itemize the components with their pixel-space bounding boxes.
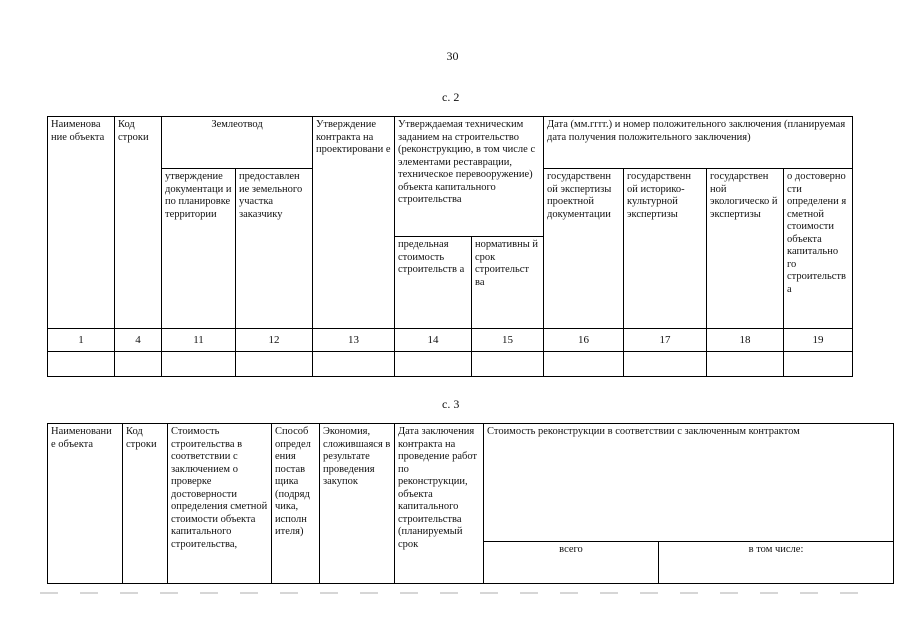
section-3-label: с. 3 [442,397,460,411]
column-number: 12 [236,329,313,352]
header-planning-docs: утверждение документаци и по планировке территории [162,169,236,329]
header-contract-date: Дата заключения контракта на проведение работ по реконструкции, объекта капитального строительства (планируемый срок [395,424,484,584]
scan-artifact-line [40,592,870,594]
empty-cell [115,352,162,377]
empty-cell [313,352,395,377]
header-conclusion-date: Дата (мм.гггг.) и номер положительного заключения (планируемая дата получения положительного заключения) [544,117,853,169]
header-cost-limit: предельная стоимость строительств а [395,237,472,329]
empty-cell [784,352,853,377]
column-number: 19 [784,329,853,352]
column-number: 17 [624,329,707,352]
section-2-label: с. 2 [442,90,460,104]
header-savings: Экономия, сложившаяся в результате проведения закупок [320,424,395,584]
header-design-contract: Утверждение контракта на проектировани е [313,117,395,329]
empty-cell [395,352,472,377]
header-construction-term: нормативны й срок строительст ва [472,237,544,329]
empty-cell [162,352,236,377]
header-row-code: Код строки [123,424,168,584]
header-including: в том числе: [659,542,894,584]
empty-cell [472,352,544,377]
column-number: 16 [544,329,624,352]
section-2-table [47,116,853,377]
column-number: 11 [162,329,236,352]
column-number: 18 [707,329,784,352]
header-ecological-expertise: государствен ной экологическо й экспертизы [707,169,784,329]
page-number: 30 [446,49,459,63]
header-supplier-method: Способ определ ения постав щика (подряд чика, исполн ителя) [272,424,320,584]
column-number: 14 [395,329,472,352]
header-construction-cost: Стоимость строительства в соответствии с заключением о проверке достоверности определения сметной стоимости объекта капитального строительства, [168,424,272,584]
header-land-allocation: Землеотвод [162,117,313,169]
header-cost-reliability: о достоверно сти определени я сметной стоимости объекта капитально го строительств а [784,169,853,329]
header-land-granted: предоставлен ие земельного участка заказчику [236,169,313,329]
column-number: 15 [472,329,544,352]
header-object-name: Наименова ние объекта [48,117,115,329]
empty-cell [707,352,784,377]
empty-cell [544,352,624,377]
header-total: всего [484,542,659,584]
empty-cell [624,352,707,377]
empty-cell [236,352,313,377]
header-row-code: Код строки [115,117,162,329]
section-3-table [47,423,894,584]
column-number: 4 [115,329,162,352]
header-state-expertise: государственн ой экспертизы проектной документации [544,169,624,329]
header-object-name: Наименовани е объекта [48,424,123,584]
column-number: 1 [48,329,115,352]
header-technical-task: Утверждаемая техническим заданием на строительство (реконструкцию, в том числе с элементами реставрации, техническое перевооружение) объекта капитального строительства [395,117,544,237]
header-historical-expertise: государственн ой историко- культурной экспертизы [624,169,707,329]
column-number: 13 [313,329,395,352]
empty-cell [48,352,115,377]
header-reconstruction-cost: Стоимость реконструкции в соответствии с заключенным контрактом [484,424,894,542]
